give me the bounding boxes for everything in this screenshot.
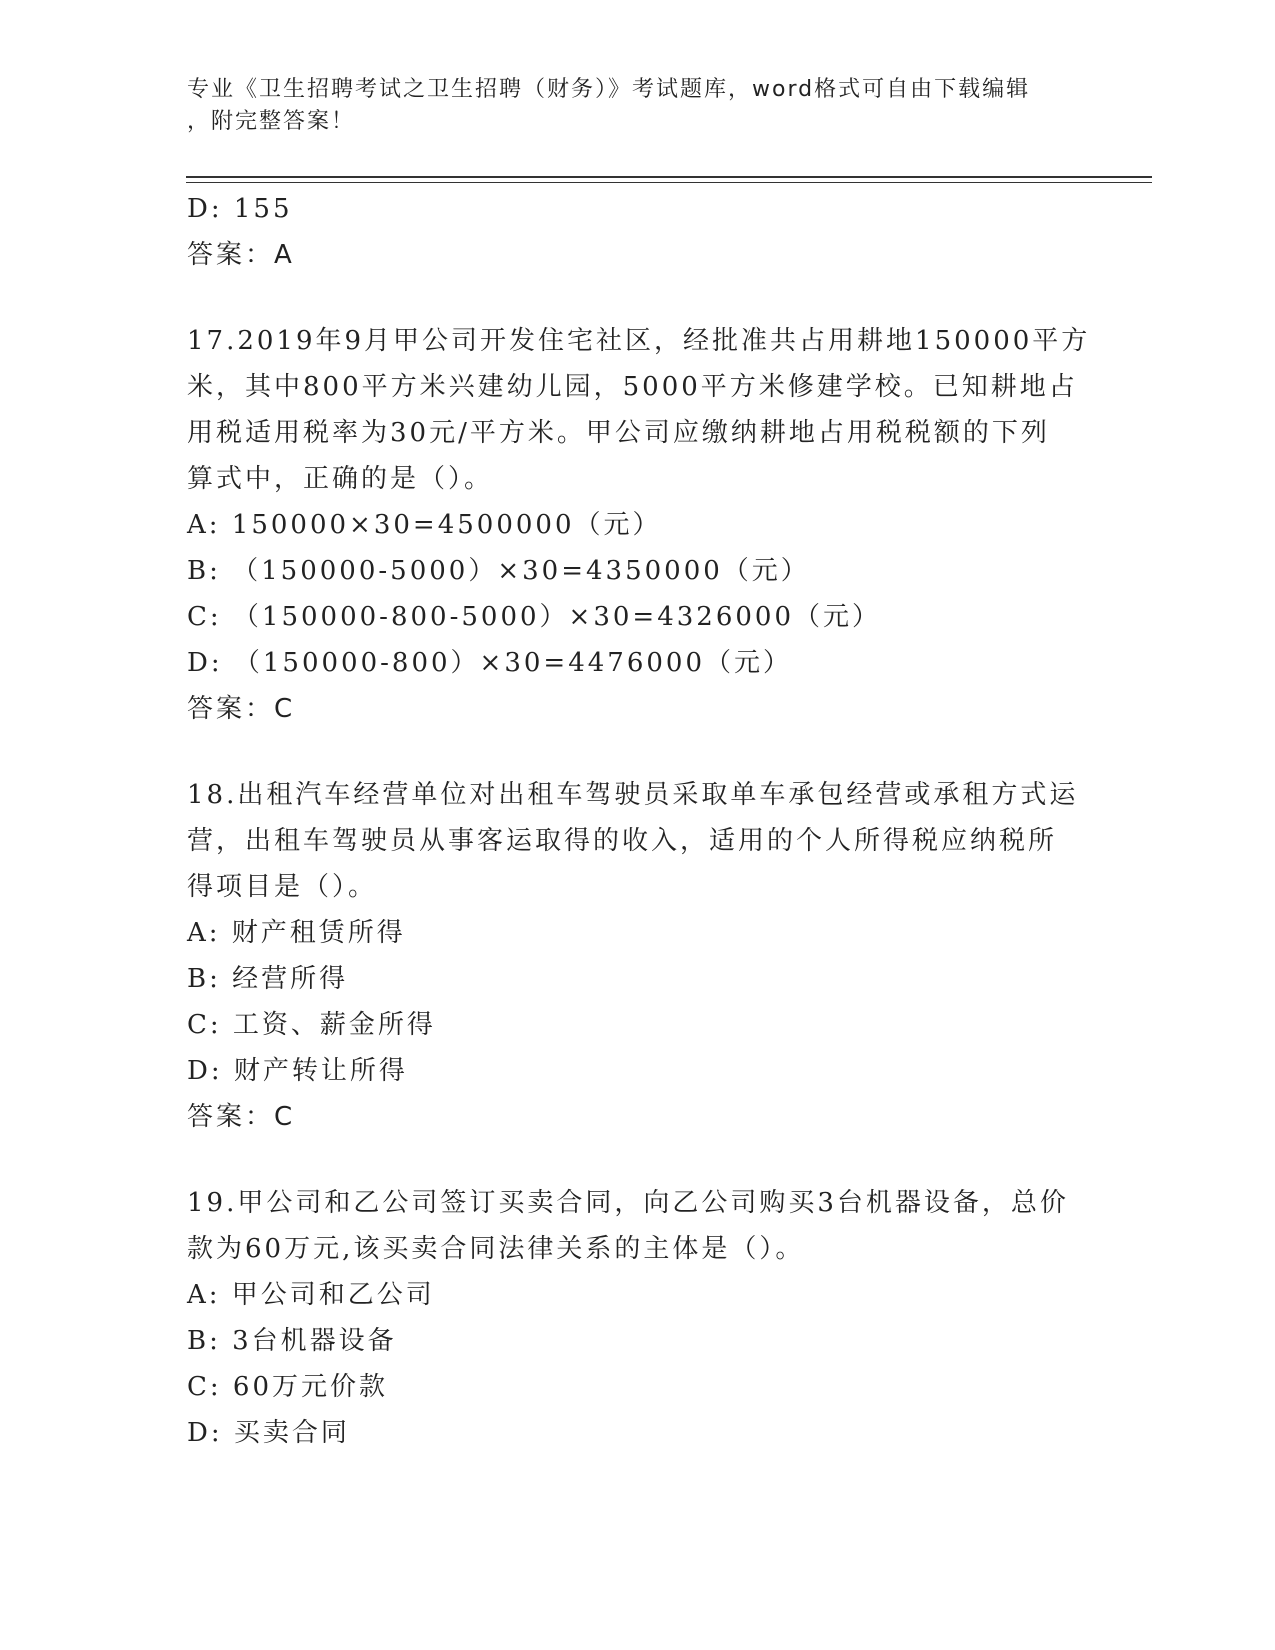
previous-option-d: D: 155 — [187, 194, 293, 224]
question-stem-line: 米，其中800平方米兴建幼儿园，5000平方米修建学校。已知耕地占 — [187, 372, 1078, 402]
question-18 — [187, 772, 1087, 1140]
question-stem-line: 17.2019年9月甲公司开发住宅社区，经批准共占用耕地150000平方 — [187, 326, 1091, 356]
question-stem-line: 用税适用税率为30元/平方米。甲公司应缴纳耕地占用税税额的下列 — [187, 418, 1050, 448]
option-d: D: 买卖合同 — [187, 1418, 350, 1448]
option-d: D: （150000-800）×30=4476000（元） — [187, 648, 792, 678]
option-c: C: （150000-800-5000）×30=4326000（元） — [187, 602, 881, 632]
option-c: C: 60万元价款 — [187, 1372, 389, 1402]
question-stem-line: 算式中，正确的是（）。 — [187, 464, 494, 494]
question-stem-line: 19.甲公司和乙公司签订买卖合同，向乙公司购买3台机器设备，总价 — [187, 1188, 1069, 1218]
option-a: A: 150000×30=4500000（元） — [187, 510, 662, 540]
answer: 答案：C — [187, 694, 296, 724]
option-a: A: 财产租赁所得 — [187, 918, 406, 948]
answer: 答案：C — [187, 1102, 296, 1132]
document-header — [187, 74, 1067, 138]
question-stem-line: 得项目是（）。 — [187, 872, 378, 902]
header-divider-thin — [186, 182, 1152, 183]
previous-answer: 答案：A — [187, 240, 295, 270]
option-c: C: 工资、薪金所得 — [187, 1010, 436, 1040]
option-d: D: 财产转让所得 — [187, 1056, 408, 1086]
question-stem-line: 18.出租汽车经营单位对出租车驾驶员采取单车承包经营或承租方式运 — [187, 780, 1079, 810]
document-body — [187, 186, 1091, 1456]
option-b: B: （150000-5000）×30=4350000（元） — [187, 556, 810, 586]
question-17 — [187, 318, 1091, 732]
header-divider-thick — [186, 176, 1152, 178]
option-b: B: 经营所得 — [187, 964, 349, 994]
header-line-2: ，附完整答案！ — [187, 109, 356, 134]
header-line-1: 专业《卫生招聘考试之卫生招聘（财务）》考试题库，word格式可自由下载编辑 — [187, 77, 1031, 102]
option-a: A: 甲公司和乙公司 — [187, 1280, 435, 1310]
question-19 — [187, 1180, 1087, 1456]
question-stem-line: 款为60万元,该买卖合同法律关系的主体是（）。 — [187, 1234, 805, 1264]
question-stem-line: 营，出租车驾驶员从事客运取得的收入，适用的个人所得税应纳税所 — [187, 826, 1058, 856]
option-b: B: 3台机器设备 — [187, 1326, 397, 1356]
